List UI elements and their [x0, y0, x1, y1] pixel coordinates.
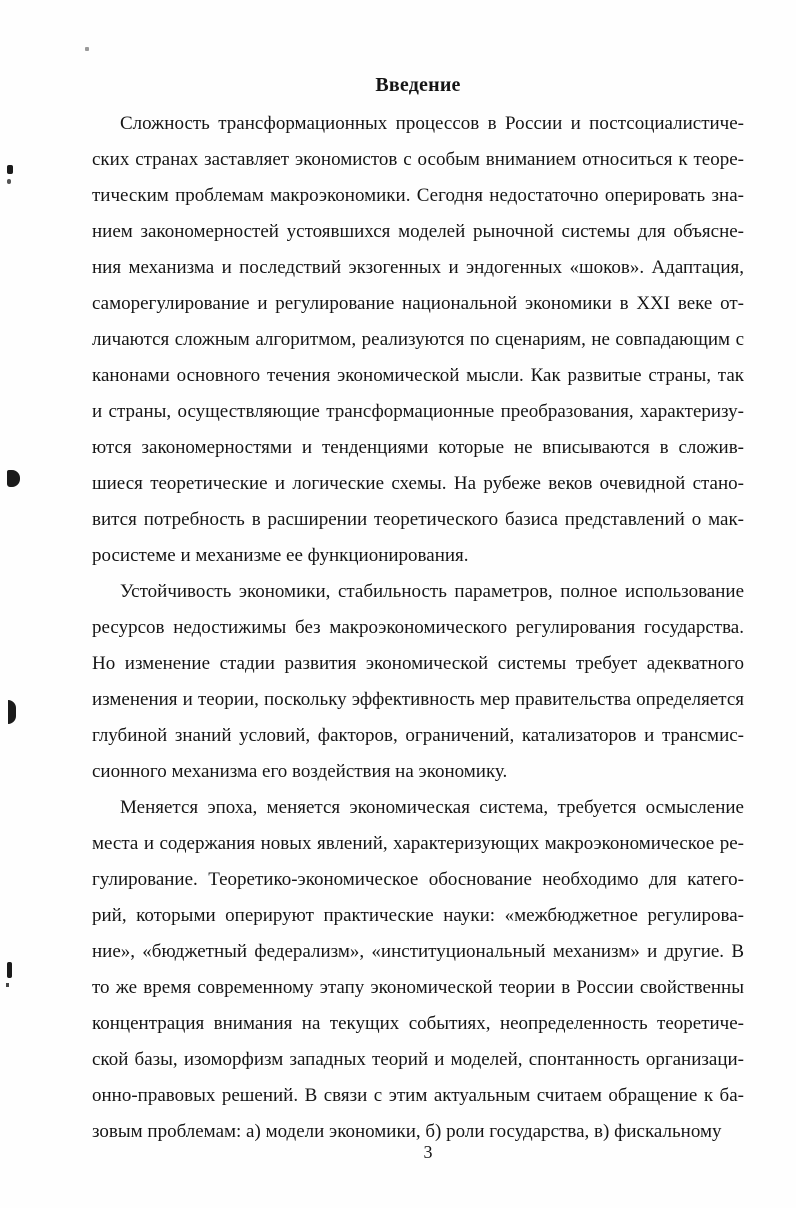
- text-line: ния механизма и последствий экзогенных и эндогенных «шоков». Адаптация,: [92, 257, 744, 278]
- text-line: гулирование. Теоретико-экономическое обоснование необходимо для катего-: [92, 869, 744, 890]
- text-line: ской базы, изоморфизм западных теорий и моделей, спонтанность организаци-: [92, 1049, 744, 1070]
- text-line: Устойчивость экономики, стабильность параметров, полное использование: [120, 581, 744, 602]
- ink-speck: [8, 700, 16, 724]
- page-number: 3: [423, 1142, 433, 1162]
- ink-speck: [7, 165, 13, 174]
- text-line: то же время современному этапу экономической теории в России свойственны: [92, 977, 744, 998]
- ink-speck: [6, 983, 9, 987]
- text-line: места и содержания новых явлений, характеризующих макроэкономическое ре-: [92, 833, 744, 854]
- text-line: зовым проблемам: а) модели экономики, б) роли государства, в) фискальному: [92, 1121, 722, 1142]
- text-line: концентрация внимания на текущих событиях, неопределенность теоретиче-: [92, 1013, 744, 1034]
- text-line: ресурсов недостижимы без макроэкономического регулирования государства.: [92, 617, 744, 638]
- text-line: ются закономерностями и тенденциями которые не вписываются в сложив-: [92, 437, 744, 458]
- text-line: ние», «бюджетный федерализм», «институциональный механизм» и другие. В: [92, 941, 744, 962]
- section-title: Введение: [375, 74, 461, 96]
- body-text: [92, 106, 744, 1150]
- ink-speck: [7, 179, 11, 184]
- text-line: нием закономерностей устоявшихся моделей рыночной системы для объясне-: [92, 221, 744, 242]
- text-line: росистеме и механизме ее функционирования.: [92, 545, 469, 566]
- text-line: тическим проблемам макроэкономики. Сегодня недостаточно оперировать зна-: [92, 185, 744, 206]
- text-line: изменения и теории, поскольку эффективность мер правительства определяется: [92, 689, 744, 710]
- text-line: канонами основного течения экономической мысли. Как развитые страны, так: [92, 365, 744, 386]
- text-line: сионного механизма его воздействия на экономику.: [92, 761, 508, 782]
- text-line: вится потребность в расширении теоретического базиса представлений о мак-: [92, 509, 744, 530]
- text-line: Сложность трансформационных процессов в России и постсоциалистиче-: [120, 113, 744, 134]
- text-line: онно-правовых решений. В связи с этим актуальным считаем обращение к ба-: [92, 1085, 744, 1106]
- text-line: личаются сложным алгоритмом, реализуются по сценариям, не совпадающим с: [92, 329, 744, 350]
- text-line: Меняется эпоха, меняется экономическая система, требуется осмысление: [120, 797, 744, 818]
- text-line: шиеся теоретические и логические схемы. На рубеже веков очевидной стано-: [92, 473, 744, 494]
- text-line: рий, которыми оперируют практические науки: «межбюджетное регулирова-: [92, 905, 744, 926]
- ink-speck: [7, 470, 20, 487]
- text-line: глубиной знаний условий, факторов, ограничений, катализаторов и трансмис-: [92, 725, 744, 746]
- ink-speck: [85, 47, 89, 51]
- ink-speck: [7, 962, 12, 978]
- text-line: ских странах заставляет экономистов с особым вниманием относиться к теоре-: [92, 149, 744, 170]
- text-line: саморегулирование и регулирование национальной экономики в XXI веке от-: [92, 293, 744, 314]
- text-line: Но изменение стадии развития экономической системы требует адекватного: [92, 653, 744, 674]
- text-line: и страны, осуществляющие трансформационные преобразования, характеризу-: [92, 401, 744, 422]
